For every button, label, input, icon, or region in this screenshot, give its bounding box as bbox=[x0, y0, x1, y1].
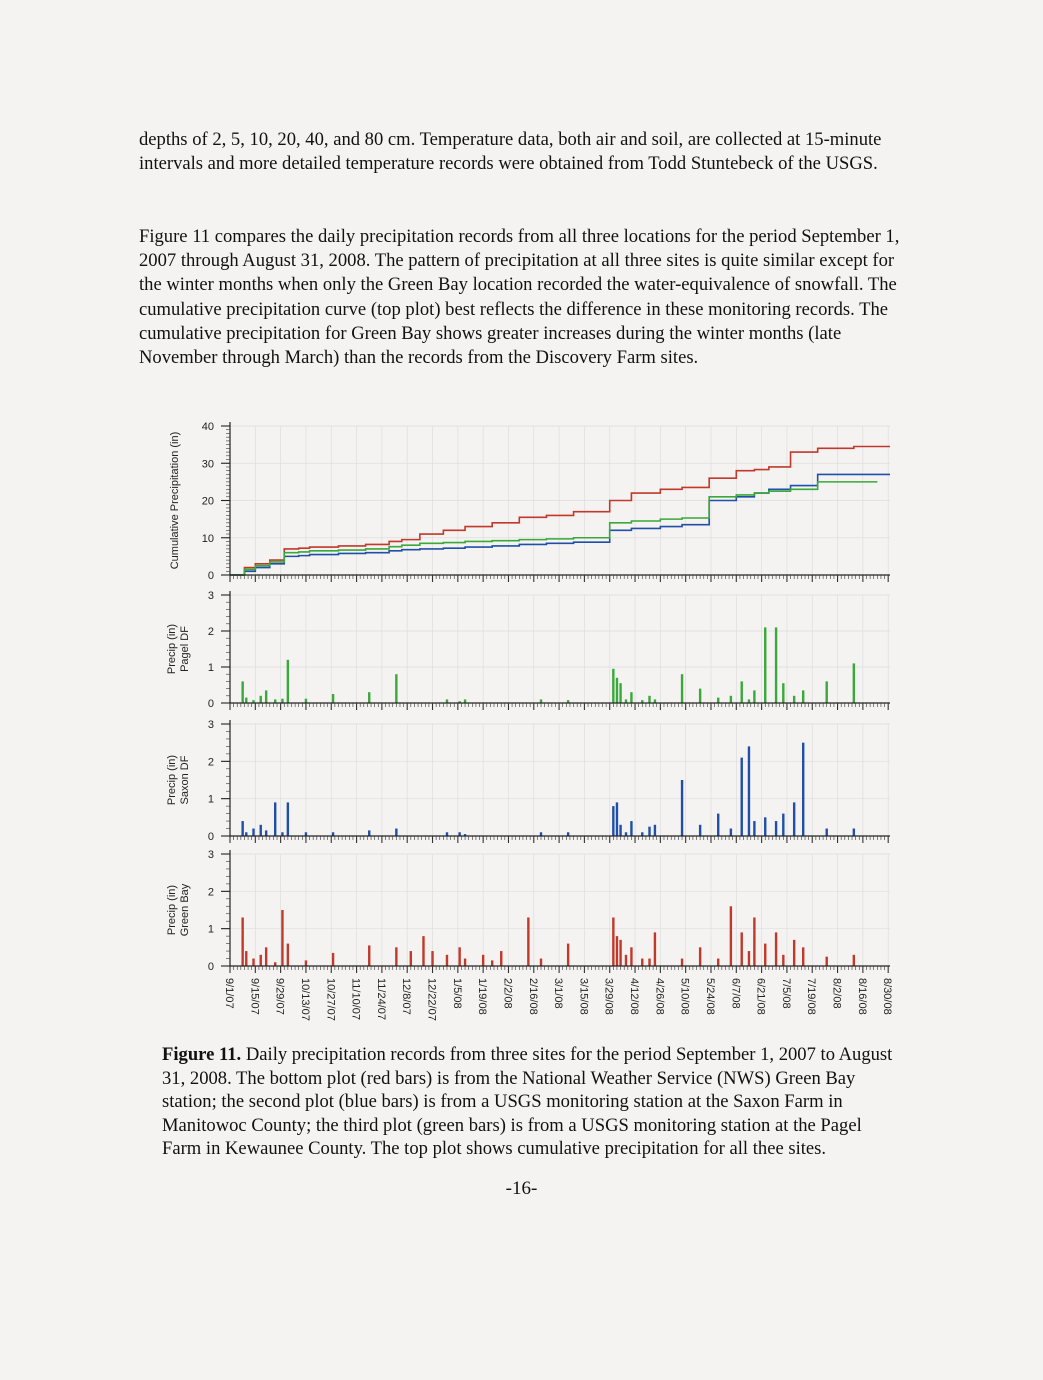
x-tick-label: 9/29/07 bbox=[273, 978, 286, 1015]
y-axis-label: Cumulative Precipitation (in) bbox=[169, 431, 181, 570]
y-tick-label: 0 bbox=[207, 831, 214, 843]
x-tick-label: 7/5/08 bbox=[779, 978, 792, 1009]
y-tick-label: 3 bbox=[207, 849, 214, 861]
y-tick-label: 20 bbox=[201, 495, 214, 508]
precip-bar bbox=[431, 951, 433, 966]
caption-text: Daily precipitation records from three sites for the period September 1, 2007 to August 31, 2008. The bottom plot (red bars) is from the National Weather Service (NWS) Green Bay station; the second plot (blue bars) is from a USGS monitoring station at the Saxon Farm in Manitowoc County; the third plot (green bars) is from a USGS monitoring station at the Pagel Farm in Kewaunee County. The top plot shows cumulative precipitation for all thee sites. bbox=[162, 1044, 893, 1160]
precip-bar bbox=[730, 906, 732, 966]
y-tick-label: 30 bbox=[201, 458, 214, 471]
y-tick-label: 2 bbox=[207, 756, 214, 769]
precip-bar bbox=[281, 699, 283, 703]
precip-bar bbox=[741, 681, 743, 703]
precip-bar bbox=[491, 960, 493, 966]
precip-bar bbox=[458, 947, 460, 966]
precip-bar bbox=[619, 940, 621, 966]
x-tick-label: 8/16/08 bbox=[855, 978, 868, 1015]
precip-bar bbox=[612, 669, 614, 703]
precip-bar bbox=[782, 683, 784, 703]
y-tick-label: 3 bbox=[207, 590, 214, 602]
precip-bar bbox=[265, 830, 267, 836]
x-tick-label: 1/19/08 bbox=[476, 978, 489, 1015]
precip-bar bbox=[630, 821, 632, 836]
precip-bar bbox=[245, 951, 247, 966]
precip-bar bbox=[717, 698, 719, 703]
precip-bar bbox=[260, 825, 262, 836]
y-axis-label-line2: Green Bay bbox=[179, 883, 191, 937]
precip-bar bbox=[802, 947, 804, 966]
precip-bar bbox=[775, 821, 777, 836]
x-tick-label: 12/8/07 bbox=[400, 978, 413, 1015]
x-tick-label: 2/16/08 bbox=[526, 978, 539, 1015]
y-tick-label: 1 bbox=[207, 793, 214, 806]
precip-bar bbox=[616, 936, 618, 966]
precip-bar bbox=[648, 696, 650, 703]
precip-bar bbox=[853, 955, 855, 966]
precip-bar bbox=[826, 681, 828, 703]
precip-bar bbox=[540, 959, 542, 966]
y-tick-label: 40 bbox=[201, 421, 214, 433]
x-tick-label: 3/29/08 bbox=[602, 978, 615, 1015]
figure-11-chart bbox=[160, 412, 900, 1042]
x-tick-label: 8/30/08 bbox=[881, 978, 894, 1015]
y-tick-label: 1 bbox=[207, 923, 214, 936]
precip-bar bbox=[782, 955, 784, 966]
precip-bar bbox=[717, 959, 719, 966]
x-tick-label: 3/15/08 bbox=[577, 978, 590, 1015]
y-axis-label-line2: Pagel DF bbox=[179, 626, 191, 672]
x-tick-label: 9/1/07 bbox=[223, 978, 235, 1009]
precip-bar bbox=[717, 814, 719, 836]
precip-bar bbox=[245, 698, 247, 703]
y-tick-label: 2 bbox=[207, 626, 214, 638]
precip-bar bbox=[616, 678, 618, 703]
precip-bar bbox=[287, 944, 289, 966]
x-tick-label: 4/26/08 bbox=[653, 978, 666, 1015]
precip-bar bbox=[241, 917, 243, 966]
precip-bar bbox=[753, 690, 755, 703]
y-axis-label-line2: Saxon DF bbox=[179, 755, 191, 805]
x-tick-label: 10/27/07 bbox=[324, 978, 337, 1021]
x-tick-label: 11/10/07 bbox=[349, 978, 362, 1021]
y-axis-label-line1: Precip (in) bbox=[166, 754, 178, 806]
body-paragraph-2: Figure 11 compares the daily precipitation records from all three locations for the period September 1, 2007 through August 31, 2008. The pattern of precipitation at all three sites is quite similar except for the winter months when only the Green Bay location recorded the water-equivalence of snowfall. The cumulative precipitation curve (top plot) best reflects the difference in these monitoring records. The cumulative precipitation for Green Bay shows greater increases during the winter months (late November through March) than the records from the Discovery Farm sites. bbox=[139, 226, 900, 369]
x-tick-label: 6/21/08 bbox=[754, 978, 767, 1015]
precip-bar bbox=[464, 959, 466, 966]
precip-bar bbox=[395, 674, 397, 703]
precip-bar bbox=[368, 692, 370, 703]
precip-bar bbox=[748, 746, 750, 836]
page-number: -16- bbox=[505, 1178, 538, 1199]
precip-bar bbox=[500, 951, 502, 966]
precip-bar bbox=[699, 689, 701, 703]
precip-bar bbox=[395, 947, 397, 966]
precip-bar bbox=[654, 825, 656, 836]
y-tick-label: 0 bbox=[207, 961, 214, 973]
y-tick-label: 1 bbox=[207, 662, 214, 674]
x-tick-label: 11/24/07 bbox=[374, 978, 387, 1021]
precip-bar bbox=[527, 917, 529, 966]
precip-bar bbox=[826, 957, 828, 966]
precip-bar bbox=[741, 932, 743, 966]
precip-bar bbox=[287, 802, 289, 836]
precip-bar bbox=[793, 696, 795, 703]
precip-bar bbox=[625, 955, 627, 966]
precip-bar bbox=[305, 699, 307, 703]
x-tick-label: 1/5/08 bbox=[450, 978, 463, 1009]
precip-bar bbox=[741, 758, 743, 836]
precip-bar bbox=[612, 917, 614, 966]
precip-bar bbox=[764, 817, 766, 836]
precip-bar bbox=[793, 802, 795, 836]
precip-bar bbox=[567, 944, 569, 966]
precip-bar bbox=[332, 694, 334, 703]
precip-bar bbox=[802, 743, 804, 836]
precip-bar bbox=[482, 955, 484, 966]
precip-bar bbox=[410, 951, 412, 966]
x-tick-label: 12/22/07 bbox=[425, 978, 438, 1021]
chart-background bbox=[160, 412, 900, 1042]
precip-bar bbox=[764, 627, 766, 703]
precip-bar bbox=[332, 953, 334, 966]
y-tick-label: 0 bbox=[207, 698, 214, 710]
precip-bar bbox=[305, 960, 307, 966]
precip-bar bbox=[753, 821, 755, 836]
precip-bar bbox=[422, 936, 424, 966]
precip-bar bbox=[654, 932, 656, 966]
x-tick-label: 2/2/08 bbox=[501, 978, 514, 1009]
y-tick-label: 10 bbox=[201, 532, 214, 545]
y-axis-label-line1: Precip (in) bbox=[166, 884, 178, 936]
precip-bar bbox=[619, 825, 621, 836]
precip-bar bbox=[748, 951, 750, 966]
precip-bar bbox=[630, 692, 632, 703]
precip-bar bbox=[681, 959, 683, 966]
precip-bar bbox=[260, 696, 262, 703]
precip-bar bbox=[368, 945, 370, 966]
x-tick-label: 8/2/08 bbox=[830, 978, 843, 1009]
precip-bar bbox=[648, 827, 650, 836]
precip-bar bbox=[265, 690, 267, 703]
precip-bar bbox=[782, 814, 784, 836]
x-tick-label: 5/10/08 bbox=[678, 978, 691, 1015]
precip-bar bbox=[616, 802, 618, 836]
x-tick-label: 4/12/08 bbox=[628, 978, 641, 1015]
precip-bar bbox=[775, 932, 777, 966]
precip-bar bbox=[853, 663, 855, 703]
precip-bar bbox=[641, 959, 643, 966]
precip-bar bbox=[260, 955, 262, 966]
precip-bar bbox=[274, 802, 276, 836]
precip-bar bbox=[793, 940, 795, 966]
precip-bar bbox=[764, 944, 766, 966]
y-axis-label-line1: Precip (in) bbox=[166, 623, 178, 675]
x-tick-label: 3/1/08 bbox=[552, 978, 565, 1009]
precip-bar bbox=[699, 947, 701, 966]
precip-bar bbox=[775, 627, 777, 703]
precip-bar bbox=[241, 681, 243, 703]
y-tick-label: 3 bbox=[207, 719, 214, 731]
body-paragraph-1: depths of 2, 5, 10, 20, 40, and 80 cm. Temperature data, both air and soil, are collected at 15-minute intervals and more detailed temperature records were obtained from Todd Stuntebeck of the USGS. bbox=[139, 129, 882, 175]
precip-bar bbox=[648, 959, 650, 966]
precip-bar bbox=[368, 830, 370, 836]
precip-bar bbox=[681, 780, 683, 836]
x-tick-label: 9/15/07 bbox=[248, 978, 261, 1015]
precip-bar bbox=[699, 825, 701, 836]
x-tick-label: 5/24/08 bbox=[703, 978, 716, 1015]
precip-bar bbox=[826, 829, 828, 836]
precip-bar bbox=[281, 910, 283, 966]
precip-bar bbox=[730, 829, 732, 836]
precip-bar bbox=[730, 696, 732, 703]
precip-bar bbox=[681, 674, 683, 703]
precip-bar bbox=[252, 959, 254, 966]
precip-bar bbox=[395, 829, 397, 836]
precip-bar bbox=[446, 955, 448, 966]
precip-bar bbox=[753, 917, 755, 966]
caption-label: Figure 11. bbox=[162, 1044, 242, 1065]
precip-bar bbox=[630, 947, 632, 966]
figure-caption bbox=[162, 1043, 897, 1161]
y-tick-label: 2 bbox=[207, 886, 214, 899]
precip-bar bbox=[287, 660, 289, 703]
x-tick-label: 7/19/08 bbox=[805, 978, 818, 1015]
x-tick-label: 6/7/08 bbox=[729, 978, 742, 1009]
y-tick-label: 0 bbox=[207, 570, 214, 582]
precip-bar bbox=[265, 947, 267, 966]
precip-bar bbox=[619, 683, 621, 703]
precip-bar bbox=[802, 690, 804, 703]
precip-bar bbox=[241, 821, 243, 836]
precip-bar bbox=[252, 829, 254, 836]
precip-bar bbox=[853, 829, 855, 836]
x-tick-label: 10/13/07 bbox=[298, 978, 311, 1021]
precip-bar bbox=[612, 806, 614, 836]
